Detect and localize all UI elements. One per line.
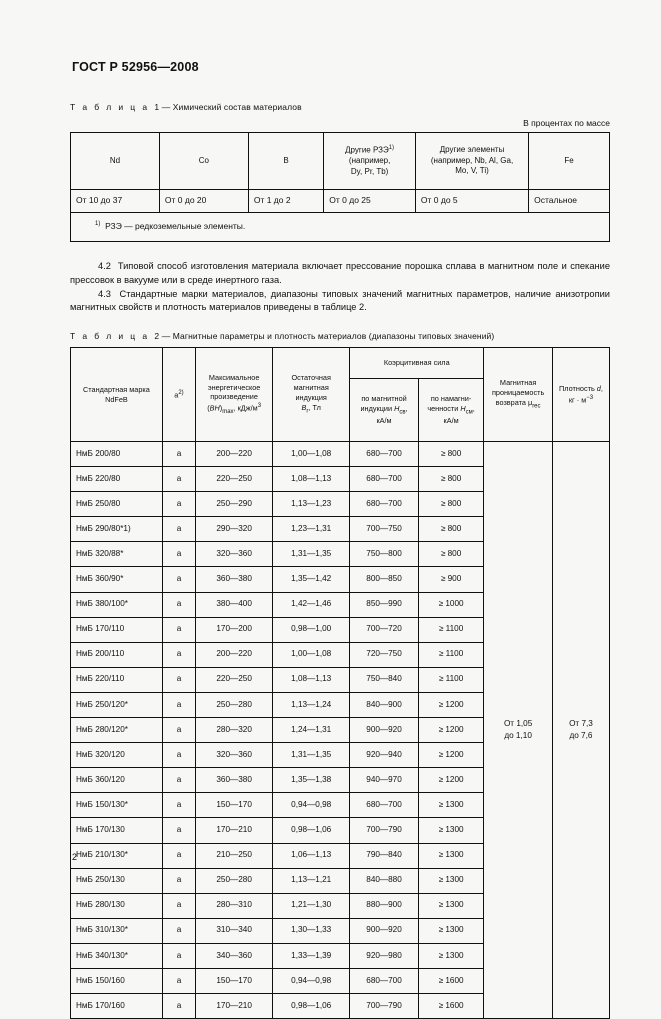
cell-coercive-induction: 680—700 xyxy=(350,968,419,993)
paragraph-4-3 xyxy=(70,288,610,316)
cell-energy-product: 200—220 xyxy=(196,442,273,467)
cell-other-rze-value: От 0 до 25 xyxy=(324,190,416,213)
cell-coercive-magnetization: ≥ 1300 xyxy=(418,843,483,868)
density-symbol-d: d xyxy=(596,383,601,393)
table2-caption xyxy=(70,331,610,341)
cell-coercive-magnetization: ≥ 1300 xyxy=(418,793,483,818)
hcb-units: кА/м xyxy=(376,416,392,426)
cell-energy-product: 280—310 xyxy=(196,893,273,918)
cell-standard-mark: НмБ 310/130* xyxy=(71,918,163,943)
cell-coercive-induction: 790—840 xyxy=(350,843,419,868)
cell-standard-mark: НмБ 220/80 xyxy=(71,467,163,492)
cell-coercive-magnetization: ≥ 1200 xyxy=(418,692,483,717)
table2-caption-prefix: Т а б л и ц а xyxy=(70,331,150,341)
cell-coercive-induction: 940—970 xyxy=(350,768,419,793)
cell-anisotropy: а xyxy=(162,667,195,692)
cell-remanent-induction: 1,21—1,30 xyxy=(273,893,350,918)
page-content xyxy=(70,60,610,1019)
cell-standard-mark: НмБ 380/100* xyxy=(71,592,163,617)
cell-energy-product: 250—290 xyxy=(196,492,273,517)
induction-subscript-r: r xyxy=(306,408,309,415)
table1-value-row xyxy=(71,190,610,213)
cell-recoil-permeability xyxy=(484,442,553,1019)
cell-remanent-induction: 1,31—1,35 xyxy=(273,542,350,567)
hcb-comma: , xyxy=(405,403,408,413)
cell-coercive-magnetization: ≥ 1300 xyxy=(418,918,483,943)
induction-units: , Тл xyxy=(308,402,321,412)
cell-energy-product: 320—360 xyxy=(196,743,273,768)
cell-remanent-induction: 1,06—1,13 xyxy=(273,843,350,868)
cell-energy-product: 170—210 xyxy=(196,818,273,843)
col-header-other-rze-line3: Dy, Pr, Tb) xyxy=(350,166,389,176)
page-number: 2 xyxy=(72,852,78,862)
cell-remanent-induction: 1,13—1,21 xyxy=(273,868,350,893)
cell-coercive-induction: 700—750 xyxy=(350,517,419,542)
cell-energy-product: 280—320 xyxy=(196,718,273,743)
cell-other-elements-value: От 0 до 5 xyxy=(415,190,528,213)
density-units-exponent: −3 xyxy=(586,394,594,401)
cell-coercive-induction: 700—720 xyxy=(350,617,419,642)
cell-remanent-induction: 1,31—1,35 xyxy=(273,743,350,768)
cell-anisotropy: а xyxy=(162,642,195,667)
cell-coercive-induction: 680—700 xyxy=(350,492,419,517)
cell-energy-product: 250—280 xyxy=(196,692,273,717)
cell-energy-product: 360—380 xyxy=(196,768,273,793)
cell-coercive-magnetization: ≥ 1100 xyxy=(418,617,483,642)
cell-remanent-induction: 0,94—0,98 xyxy=(273,968,350,993)
cell-standard-mark: НмБ 250/80 xyxy=(71,492,163,517)
table1-units-note: В процентах по массе xyxy=(523,118,610,128)
cell-coercive-induction: 900—920 xyxy=(350,718,419,743)
permeability-value-line1: От 1,05 xyxy=(503,719,533,729)
cell-standard-mark: НмБ 280/120* xyxy=(71,718,163,743)
cell-coercive-induction: 800—850 xyxy=(350,567,419,592)
density-label: Плотность xyxy=(559,383,597,393)
chemical-composition-table xyxy=(70,132,610,242)
cell-coercive-magnetization: ≥ 1600 xyxy=(418,968,483,993)
cell-remanent-induction: 1,35—1,42 xyxy=(273,567,350,592)
cell-remanent-induction: 1,30—1,33 xyxy=(273,918,350,943)
cell-remanent-induction: 1,13—1,23 xyxy=(273,492,350,517)
cell-anisotropy: а xyxy=(162,818,195,843)
permeability-line1: Магнитная xyxy=(499,378,537,388)
body-paragraphs xyxy=(70,260,610,315)
cell-anisotropy: а xyxy=(162,994,195,1019)
cell-standard-mark: НмБ 320/120 xyxy=(71,743,163,768)
density-units: кг · м xyxy=(568,395,587,405)
paragraph-4-2 xyxy=(70,260,610,288)
cell-energy-product: 150—170 xyxy=(196,793,273,818)
cell-energy-product: 340—360 xyxy=(196,943,273,968)
col-header-b: B xyxy=(248,133,323,190)
cell-remanent-induction: 1,13—1,24 xyxy=(273,692,350,717)
col-header-other-rze-line2: (например, xyxy=(348,156,391,166)
energy-line4-open: ( xyxy=(207,403,210,413)
col-header-nd: Nd xyxy=(71,133,160,190)
cell-standard-mark: НмБ 200/110 xyxy=(71,642,163,667)
cell-coercive-magnetization: ≥ 1200 xyxy=(418,718,483,743)
cell-coercive-induction: 880—900 xyxy=(350,893,419,918)
cell-density xyxy=(552,442,609,1019)
cell-coercive-induction: 920—940 xyxy=(350,743,419,768)
col-header-other-elements-line1: Другие элементы xyxy=(439,145,505,155)
col-header-other-rze xyxy=(324,133,416,190)
col-header-coercive-force-group: Коэрцитивная сила xyxy=(350,348,484,379)
cell-standard-mark: НмБ 360/120 xyxy=(71,768,163,793)
table1-caption-number: 1 xyxy=(154,102,160,112)
cell-standard-mark: НмБ 170/160 xyxy=(71,994,163,1019)
induction-symbol-b: B xyxy=(301,402,307,412)
cell-anisotropy: а xyxy=(162,768,195,793)
cell-standard-mark: НмБ 150/130* xyxy=(71,793,163,818)
cell-energy-product: 320—360 xyxy=(196,542,273,567)
col-header-other-elements-line3: Mo, V, Ti) xyxy=(455,166,489,176)
table1-caption-text: Химический состав материалов xyxy=(172,102,302,112)
cell-anisotropy: а xyxy=(162,442,195,467)
cell-anisotropy: а xyxy=(162,542,195,567)
cell-coercive-induction: 680—700 xyxy=(350,793,419,818)
cell-coercive-magnetization: ≥ 1100 xyxy=(418,667,483,692)
cell-standard-mark: НмБ 320/88* xyxy=(71,542,163,567)
cell-remanent-induction: 1,33—1,39 xyxy=(273,943,350,968)
cell-remanent-induction: 1,08—1,13 xyxy=(273,667,350,692)
cell-anisotropy: а xyxy=(162,743,195,768)
cell-coercive-magnetization: ≥ 1200 xyxy=(418,768,483,793)
table1-footnote xyxy=(71,213,610,242)
permeability-subscript-rec: rec xyxy=(532,403,541,410)
cell-fe-value: Остальное xyxy=(529,190,610,213)
col-header-anisotropy xyxy=(162,348,195,442)
cell-remanent-induction: 0,98—1,06 xyxy=(273,994,350,1019)
cell-anisotropy: а xyxy=(162,718,195,743)
col-header-density xyxy=(552,348,609,442)
paragraph-4-2-number: 4.2 xyxy=(98,261,111,271)
hcm-line2: ченности xyxy=(427,403,461,413)
hcb-symbol-h: H xyxy=(394,403,400,413)
energy-subscript-max: max xyxy=(222,409,234,416)
cell-standard-mark: НмБ 280/130 xyxy=(71,893,163,918)
paragraph-4-2-text: Типовой способ изготовления материала включает прессование порошка сплава в магнитном поле и спекание прессовок в вакууме или в среде инертного газа. xyxy=(70,261,610,285)
col-header-anisotropy-letter: а xyxy=(174,390,179,400)
cell-coercive-magnetization: ≥ 800 xyxy=(418,542,483,567)
col-header-other-rze-line1: Другие РЗЭ xyxy=(345,145,389,155)
cell-energy-product: 290—320 xyxy=(196,517,273,542)
table1-caption-dash: — xyxy=(161,102,171,112)
table2-body xyxy=(71,442,610,1019)
density-comma: , xyxy=(600,383,603,393)
cell-energy-product: 150—170 xyxy=(196,968,273,993)
cell-co-value: От 0 до 20 xyxy=(159,190,248,213)
cell-anisotropy: а xyxy=(162,567,195,592)
energy-units: , кДж/м xyxy=(233,403,258,413)
cell-standard-mark: НмБ 170/110 xyxy=(71,617,163,642)
permeability-value-line2: до 1,10 xyxy=(504,731,532,741)
density-value-line2: до 7,6 xyxy=(569,731,593,741)
table2-header-row-1 xyxy=(71,348,610,379)
cell-coercive-induction: 700—790 xyxy=(350,994,419,1019)
col-header-remanent-induction xyxy=(273,348,350,442)
hcm-subscript: см xyxy=(465,409,473,416)
cell-energy-product: 220—250 xyxy=(196,467,273,492)
cell-remanent-induction: 1,23—1,31 xyxy=(273,517,350,542)
col-header-co: Co xyxy=(159,133,248,190)
energy-line2: энергетическое xyxy=(207,382,261,392)
permeability-line2: проницаемость xyxy=(491,388,545,398)
cell-coercive-magnetization: ≥ 1300 xyxy=(418,868,483,893)
energy-line1: Максимальное xyxy=(208,372,260,382)
cell-remanent-induction: 1,42—1,46 xyxy=(273,592,350,617)
cell-nd-value: От 10 до 37 xyxy=(71,190,160,213)
table2-caption-text: Магнитные параметры и плотность материалов (диапазоны типовых значений) xyxy=(172,331,495,341)
energy-units-exponent: 3 xyxy=(257,403,262,410)
energy-symbol-bh: BH xyxy=(209,403,220,413)
cell-anisotropy: а xyxy=(162,492,195,517)
page-title: ГОСТ Р 52956—2008 xyxy=(72,60,199,74)
cell-coercive-magnetization: ≥ 1600 xyxy=(418,994,483,1019)
cell-coercive-induction: 700—790 xyxy=(350,818,419,843)
induction-line1: Остаточная xyxy=(291,373,331,383)
table2-caption-dash: — xyxy=(161,331,171,341)
cell-coercive-induction: 840—880 xyxy=(350,868,419,893)
induction-line2: магнитная xyxy=(293,383,329,393)
paragraph-4-3-text: Стандартные марки материалов, диапазоны типовых значений магнитных параметров, наличие анизотропии магнитных свойств и плотность материалов приведены в таблице 2. xyxy=(70,288,610,313)
cell-standard-mark: НмБ 250/120* xyxy=(71,692,163,717)
cell-remanent-induction: 0,98—1,00 xyxy=(273,617,350,642)
cell-energy-product: 210—250 xyxy=(196,843,273,868)
cell-anisotropy: а xyxy=(162,617,195,642)
table2-caption-number: 2 xyxy=(154,331,160,341)
hcb-line2: индукции xyxy=(360,403,395,413)
cell-anisotropy: а xyxy=(162,793,195,818)
col-header-energy-product xyxy=(196,348,273,442)
table1-caption-prefix: Т а б л и ц а xyxy=(70,102,150,112)
permeability-symbol-mu: μ xyxy=(527,398,533,408)
cell-remanent-induction: 1,00—1,08 xyxy=(273,442,350,467)
cell-coercive-induction: 840—900 xyxy=(350,692,419,717)
hcb-subscript: св xyxy=(399,409,406,416)
table1-footnote-text: РЗЭ — редкоземельные элементы. xyxy=(105,220,246,231)
cell-anisotropy: а xyxy=(162,893,195,918)
cell-anisotropy: а xyxy=(162,467,195,492)
cell-anisotropy: а xyxy=(162,918,195,943)
table1-header-row xyxy=(71,133,610,190)
cell-remanent-induction: 1,08—1,13 xyxy=(273,467,350,492)
cell-standard-mark: НмБ 250/130 xyxy=(71,868,163,893)
cell-standard-mark: НмБ 340/130* xyxy=(71,943,163,968)
cell-standard-mark: НмБ 360/90* xyxy=(71,567,163,592)
hcm-symbol-h: H xyxy=(460,403,466,413)
table2-header xyxy=(71,348,610,442)
cell-anisotropy: а xyxy=(162,692,195,717)
table1-footnote-marker: 1) xyxy=(95,221,101,228)
table1-caption xyxy=(70,102,610,112)
energy-line3: произведение xyxy=(210,392,258,402)
cell-energy-product: 200—220 xyxy=(196,642,273,667)
cell-coercive-magnetization: ≥ 1000 xyxy=(418,592,483,617)
cell-standard-mark: НмБ 290/80*1) xyxy=(71,517,163,542)
col-header-recoil-permeability xyxy=(484,348,553,442)
cell-coercive-induction: 750—800 xyxy=(350,542,419,567)
cell-standard-mark: НмБ 200/80 xyxy=(71,442,163,467)
cell-standard-mark: НмБ 220/110 xyxy=(71,667,163,692)
cell-remanent-induction: 1,24—1,31 xyxy=(273,718,350,743)
cell-anisotropy: а xyxy=(162,517,195,542)
cell-standard-mark: НмБ 150/160 xyxy=(71,968,163,993)
table1-footnote-row xyxy=(71,213,610,242)
cell-remanent-induction: 0,98—1,06 xyxy=(273,818,350,843)
cell-b-value: От 1 до 2 xyxy=(248,190,323,213)
col-header-anisotropy-footnote-marker: 2) xyxy=(178,389,184,396)
cell-energy-product: 170—210 xyxy=(196,994,273,1019)
cell-remanent-induction: 1,00—1,08 xyxy=(273,642,350,667)
cell-coercive-induction: 750—840 xyxy=(350,667,419,692)
col-header-rze-footnote-marker: 1) xyxy=(388,144,395,151)
cell-coercive-magnetization: ≥ 800 xyxy=(418,492,483,517)
hcm-comma: , xyxy=(472,403,475,413)
cell-coercive-magnetization: ≥ 1200 xyxy=(418,743,483,768)
cell-energy-product: 170—200 xyxy=(196,617,273,642)
col-header-standard-mark: Стандартная марка NdFeB xyxy=(71,348,163,442)
cell-anisotropy: а xyxy=(162,943,195,968)
cell-coercive-induction: 680—700 xyxy=(350,467,419,492)
density-value-line1: От 7,3 xyxy=(569,719,593,729)
cell-energy-product: 380—400 xyxy=(196,592,273,617)
cell-coercive-magnetization: ≥ 800 xyxy=(418,467,483,492)
col-header-coercive-by-induction xyxy=(350,379,419,442)
cell-energy-product: 360—380 xyxy=(196,567,273,592)
col-header-coercive-by-magnetization xyxy=(418,379,483,442)
permeability-line3: возврата xyxy=(495,398,528,408)
col-header-other-elements-line2: (например, Nb, Al, Ga, xyxy=(430,155,514,165)
hcm-line1: по намагни- xyxy=(430,393,472,403)
cell-coercive-magnetization: ≥ 1300 xyxy=(418,943,483,968)
cell-anisotropy: а xyxy=(162,868,195,893)
cell-energy-product: 220—250 xyxy=(196,667,273,692)
cell-coercive-induction: 920—980 xyxy=(350,943,419,968)
table-row xyxy=(71,442,610,467)
col-header-other-elements xyxy=(415,133,528,190)
cell-coercive-induction: 850—990 xyxy=(350,592,419,617)
cell-standard-mark: НмБ 210/130* xyxy=(71,843,163,868)
energy-line4-close: ) xyxy=(219,403,223,413)
col-header-fe: Fe xyxy=(529,133,610,190)
induction-line3: индукция xyxy=(295,393,327,403)
cell-energy-product: 250—280 xyxy=(196,868,273,893)
cell-coercive-induction: 900—920 xyxy=(350,918,419,943)
cell-coercive-magnetization: ≥ 1100 xyxy=(418,642,483,667)
cell-coercive-induction: 720—750 xyxy=(350,642,419,667)
cell-energy-product: 310—340 xyxy=(196,918,273,943)
hcb-line1: по магнитной xyxy=(361,393,407,403)
paragraph-4-3-number: 4.3 xyxy=(98,288,111,299)
cell-coercive-magnetization: ≥ 800 xyxy=(418,517,483,542)
hcm-units: кА/м xyxy=(443,416,459,426)
cell-remanent-induction: 1,35—1,38 xyxy=(273,768,350,793)
cell-coercive-magnetization: ≥ 900 xyxy=(418,567,483,592)
cell-remanent-induction: 0,94—0,98 xyxy=(273,793,350,818)
cell-coercive-magnetization: ≥ 1300 xyxy=(418,893,483,918)
magnetic-parameters-table xyxy=(70,347,610,1019)
cell-anisotropy: а xyxy=(162,968,195,993)
cell-anisotropy: а xyxy=(162,843,195,868)
cell-coercive-induction: 680—700 xyxy=(350,442,419,467)
cell-coercive-magnetization: ≥ 1300 xyxy=(418,818,483,843)
cell-standard-mark: НмБ 170/130 xyxy=(71,818,163,843)
cell-anisotropy: а xyxy=(162,592,195,617)
cell-coercive-magnetization: ≥ 800 xyxy=(418,442,483,467)
